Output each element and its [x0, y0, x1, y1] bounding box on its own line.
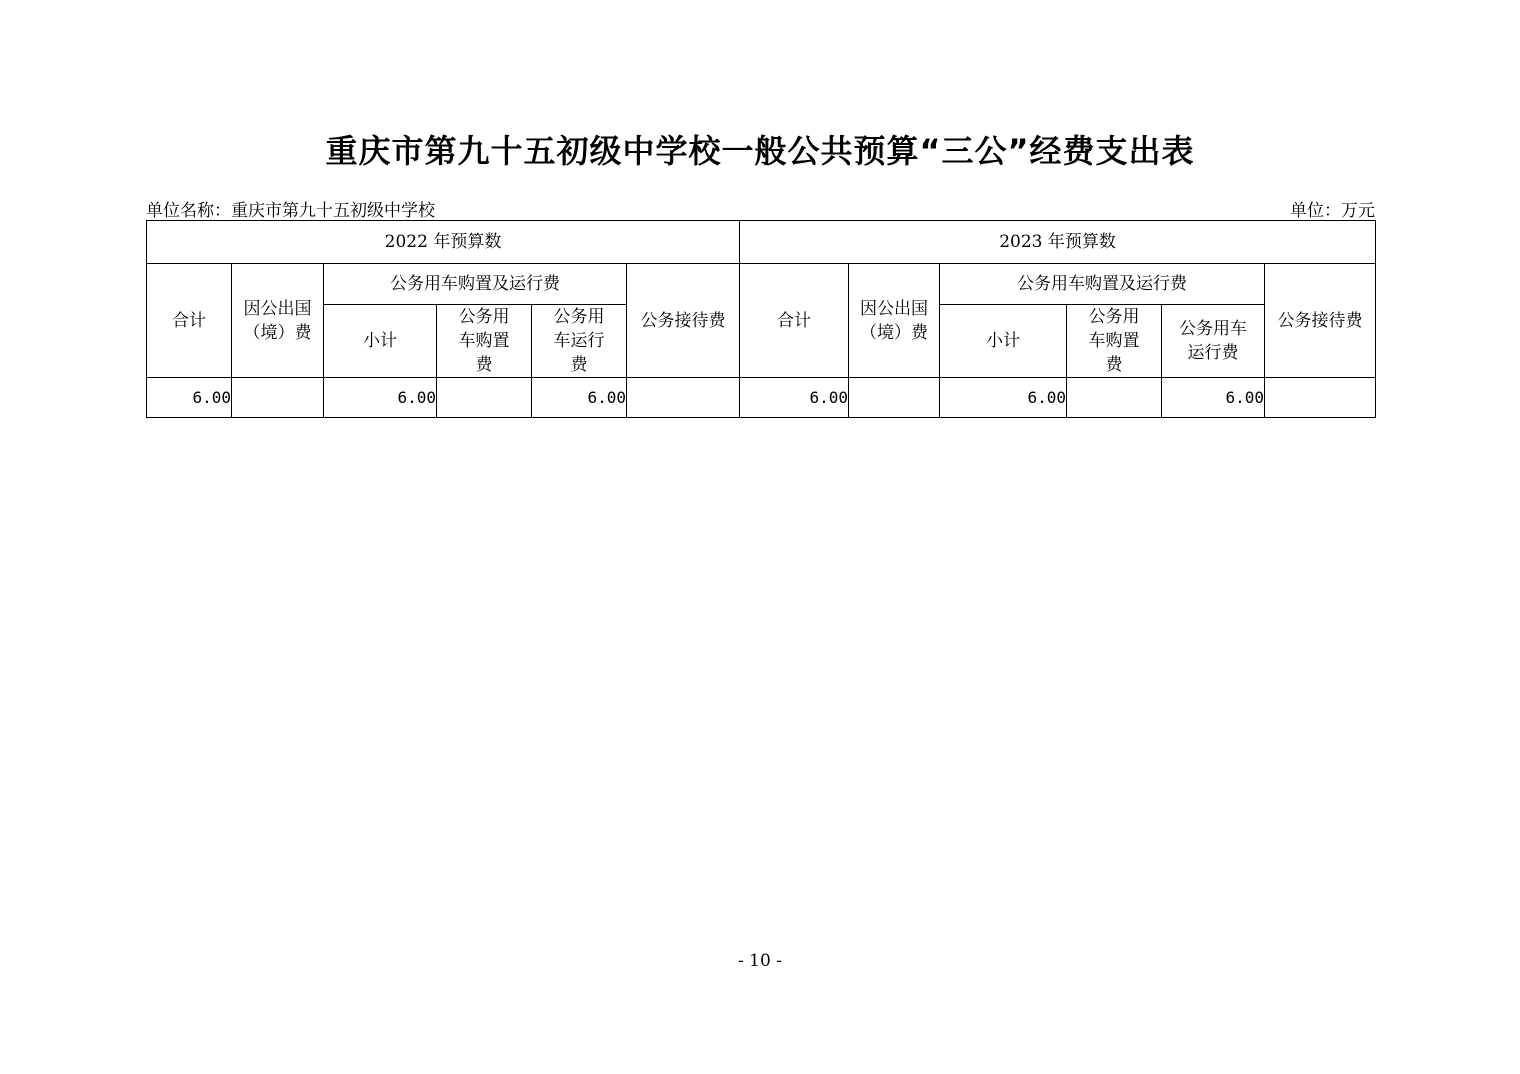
header-2022-abroad	[232, 264, 324, 378]
cell-2022-total: 6.00	[147, 378, 232, 418]
page-number: - 10 -	[738, 951, 782, 971]
header-2023-vehicle-operation	[1162, 305, 1265, 378]
header-2023-total: 合计	[740, 264, 849, 378]
header-2023-vehicle-operation-label: 公务用车运行费	[1179, 319, 1248, 363]
cell-2023-subtotal: 6.00	[940, 378, 1067, 418]
header-2022-vehicle-group: 公务用车购置及运行费	[324, 264, 627, 305]
header-2023-reception: 公务接待费	[1265, 264, 1376, 378]
cell-2022-vehicle-operation: 6.00	[532, 378, 627, 418]
page-title: 重庆市第九十五初级中学校一般公共预算“三公”经费支出表	[325, 132, 1195, 170]
cell-2023-vehicle-purchase	[1067, 378, 1162, 418]
header-2022-vehicle-operation-label: 公务用车运行费	[553, 307, 605, 375]
header-2022-total: 合计	[147, 264, 232, 378]
cell-2023-reception	[1265, 378, 1376, 418]
header-2023-subtotal: 小计	[940, 305, 1067, 378]
cell-2022-reception	[627, 378, 740, 418]
header-2022-vehicle-purchase-label: 公务用车购置费	[458, 307, 510, 375]
header-row-categories	[147, 264, 1376, 305]
cell-2023-vehicle-operation: 6.00	[1162, 378, 1265, 418]
header-2022-budget: 2022 年预算数	[147, 221, 740, 264]
header-2023-vehicle-purchase-label: 公务用车购置费	[1088, 307, 1140, 375]
cell-2022-vehicle-purchase	[437, 378, 532, 418]
header-2022-abroad-label: 因公出国（境）费	[243, 298, 312, 343]
header-2022-vehicle-operation	[532, 305, 627, 378]
header-2023-abroad-label: 因公出国（境）费	[860, 298, 929, 343]
cell-2022-abroad	[232, 378, 324, 418]
table-row	[147, 378, 1376, 418]
header-2023-budget: 2023 年预算数	[740, 221, 1376, 264]
cell-2022-subtotal: 6.00	[324, 378, 437, 418]
header-2023-vehicle-group: 公务用车购置及运行费	[940, 264, 1265, 305]
cell-2023-total: 6.00	[740, 378, 849, 418]
header-2023-vehicle-purchase	[1067, 305, 1162, 378]
header-2022-reception: 公务接待费	[627, 264, 740, 378]
unit-name-label: 单位名称：重庆市第九十五初级中学校	[146, 201, 435, 221]
header-2022-vehicle-purchase	[437, 305, 532, 378]
unit-label: 单位：万元	[1290, 201, 1375, 221]
header-2022-subtotal: 小计	[324, 305, 437, 378]
cell-2023-abroad	[849, 378, 940, 418]
header-row-years	[147, 221, 1376, 264]
header-2023-abroad	[849, 264, 940, 378]
budget-table	[146, 220, 1376, 418]
